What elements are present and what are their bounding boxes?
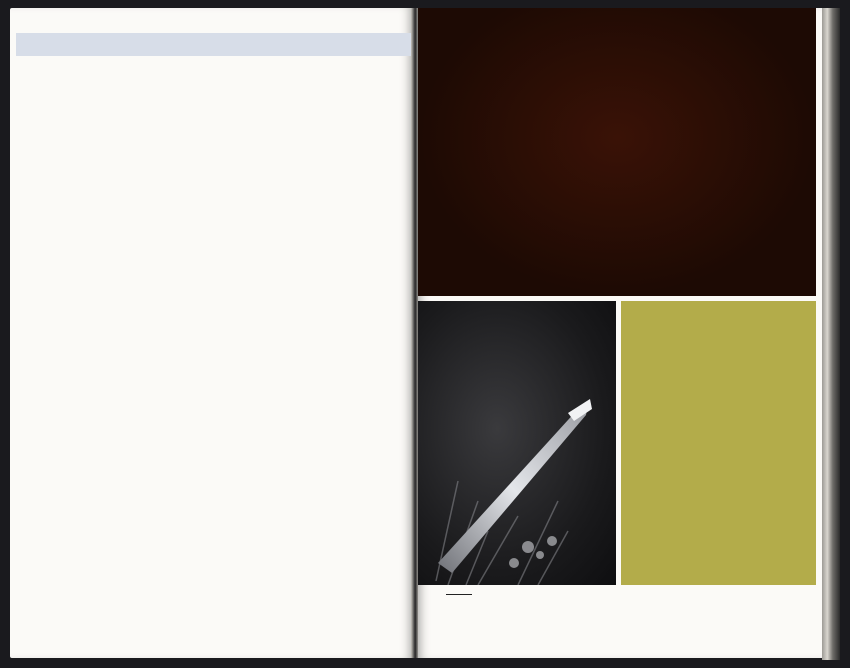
photo-sulfur: [621, 301, 816, 585]
photo-arsenic-sulfur: [418, 8, 816, 296]
section-header: [16, 33, 412, 56]
photo-index-key: [446, 593, 472, 604]
mineral-entries: [40, 76, 396, 85]
photo-selenium: [418, 301, 616, 585]
sulfur-spheres-image: [621, 301, 816, 585]
page-stack-edge: [822, 8, 840, 660]
right-page: [418, 8, 822, 658]
selenium-needles-image: [418, 301, 616, 585]
arsenic-sulfur-crystals-image: [418, 8, 816, 296]
left-page: [10, 8, 412, 658]
